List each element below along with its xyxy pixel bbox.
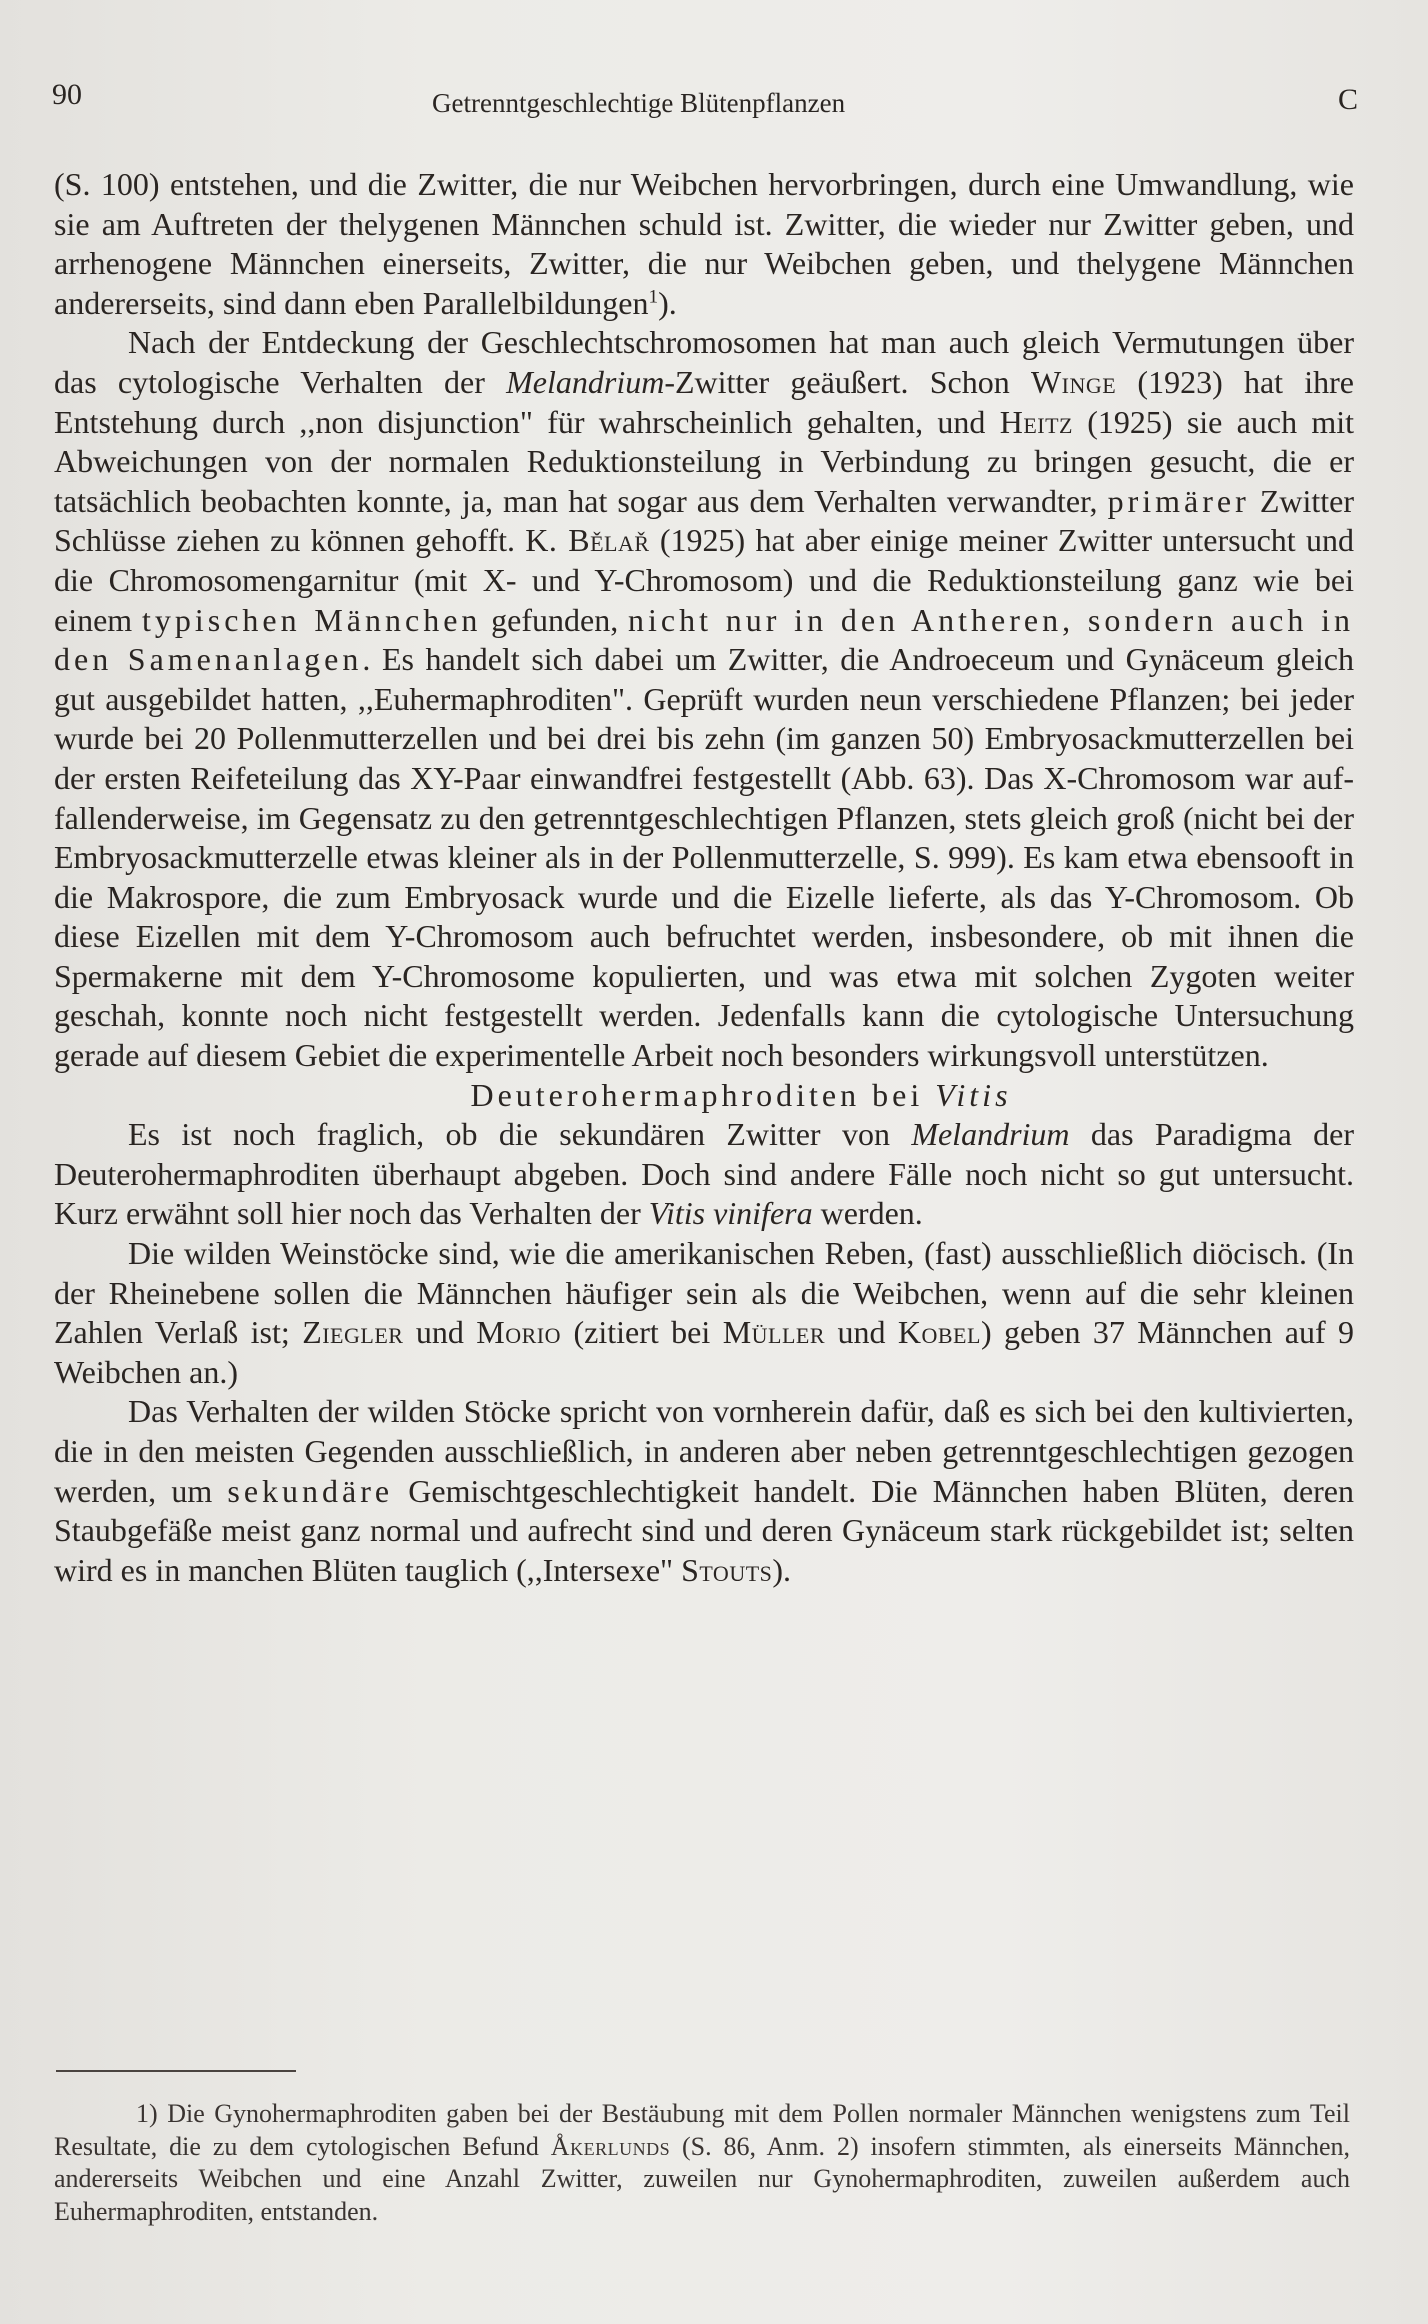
author-name: K. Bělař	[525, 522, 650, 559]
author-name: Ziegler	[302, 1314, 404, 1351]
section-signature: C	[1337, 83, 1358, 116]
paragraph-5: Das Verhalten der wilden Stöcke spricht von vornherein dafür, daß es sich bei den kultivierten, die in den meisten Gegenden ausschließlich, in anderen aber neben getrenntgeschlechtigen gezogen werden, um sekundäre Gemischtgeschlechtigkeit handelt. Die Männchen haben Blüten, deren Staubgefäße meist ganz normal und aufrecht sind und deren Gynäceum stark rückgebildet ist; selten wird es in manchen Blüten tauglich (,,Intersexe" Stouts).	[54, 1393, 1354, 1588]
author-name: Heitz	[999, 403, 1073, 440]
author-name: Åkerlunds	[550, 2131, 671, 2161]
emphasis: nicht nur in den Antheren, sondern auch in den Samenanlagen	[54, 601, 1355, 678]
author-name: Müller	[722, 1314, 826, 1351]
page-number: 90	[52, 78, 82, 111]
running-title: Getrenntgeschlechtige Blütenpflanzen	[432, 88, 846, 118]
taxon-name: Melandrium	[506, 363, 665, 400]
emphasis: typischen Männchen	[141, 601, 482, 638]
author-name: Morio	[476, 1314, 562, 1351]
paragraph-1: (S. 100) entstehen, und die Zwitter, die nur Weibchen hervorbringen, durch eine Umwandlung, wie sie am Auftreten der thelygenen Männchen schuld ist. Zwitter, die wieder nur Zwitter geben, und arrhenogene Männchen einerseits, Zwitter, die nur Weibchen geben, und thelygene Männchen andererseits, sind dann eben Parallelbildungen$^1$).	[54, 166, 1354, 321]
footnote-marker: 1)	[136, 2099, 158, 2128]
paragraph-4: Die wilden Weinstöcke sind, wie die amerikanischen Reben, (fast) ausschließlich diöcisch. (In der Rheinebene sollen die Männchen häufiger sein als die Weibchen, wenn auf die sehr kleinen Zahlen Verlaß ist; Ziegler und Morio (zitiert bei Müller und Kobel) geben 37 Männchen auf 9 Weibchen an.)	[54, 1235, 1355, 1390]
taxon-name: Vitis vinifera	[648, 1195, 813, 1232]
footnote-divider	[56, 2070, 296, 2072]
page-header	[52, 78, 1358, 118]
emphasis: sekundäre	[227, 1472, 394, 1509]
section-heading: Deuterohermaphroditen bei Vitis	[470, 1076, 1012, 1113]
author-name: Winge	[1030, 363, 1117, 400]
paragraph-2: Nach der Entdeckung der Geschlechtschromosomen hat man auch gleich Vermutungen über das cytologische Verhalten der Melandrium-Zwitter geäußert. Schon Winge (1923) hat ihre Entstehung durch ,,non disjunction" für wahrscheinlich gehalten, und Heitz (1925) sie auch mit Abweichungen von der normalen Reduktionsteilung in Verbindung zu bringen gesucht, die er tatsächlich beobachten konnte, ja, man hat sogar aus dem Verhalten verwandter, primärer Zwitter Schlüsse ziehen zu können gehofft. K. Bělař (1925) hat aber einige meiner Zwitter untersucht und die Chromosomengarnitur (mit X- und Y-Chromosom) und die Reduktionsteilung ganz wie bei einem typischen Männchen gefunden, nicht nur in den Antheren, sondern auch in den Samenanlagen. Es handelt sich dabei um Zwitter, die Androeceum und Gynäceum gleich gut ausgebildet hatten, ,,Euhermaphroditen". Geprüft wurden neun verschiedene Pflanzen; bei jeder wurde bei 20 Pollenmutterzellen und bei drei bis zehn (im ganzen 50) Embryosackmutterzellen bei der ersten Reifeteilung das XY-Paar einwandfrei festgestellt (Abb. 63). Das X-Chromosom war auffallenderweise, im Gegensatz zu den getrenntgeschlechtigen Pflanzen, stets gleich groß (nicht bei der Embryosackmutterzelle etwas kleiner als in der Pollenmutterzelle, S. 999). Es kam etwa ebensooft in die Makrospore, die zum Embryosack wurde und die Eizelle lieferte, als das Y-Chromosom. Ob diese Eizellen mit dem Y-Chromosom auch befruchtet werden, insbesondere, ob mit ihnen die Spermakerne mit dem Y-Chromosome kopulierten, und was etwa mit solchen Zygoten weiter geschah, konnte noch nicht festgestellt werden. Jedenfalls kann die cytologische Untersuchung gerade auf diesem Gebiet die experimentelle Arbeit noch besonders wirkungsvoll unterstützen.	[54, 324, 1355, 1074]
main-text	[54, 165, 1354, 1590]
taxon-name: Melandrium	[911, 1116, 1070, 1153]
footnote-reference[interactable]: 1	[648, 286, 659, 308]
emphasis: primärer	[1107, 482, 1250, 519]
paragraph-3: Es ist noch fraglich, ob die sekundären Zwitter von Melandrium das Paradigma der Deuterohermaphroditen überhaupt abgeben. Doch sind andere Fälle noch nicht so gut untersucht. Kurz erwähnt soll hier noch das Verhalten der Vitis vinifera werden.	[54, 1116, 1354, 1232]
author-name: Kobel	[897, 1314, 981, 1351]
footnote: 1) Die Gynohermaphroditen gaben bei der Bestäubung mit dem Pollen normaler Männchen wenigstens zum Teil Resultate, die zu dem cytologischen Befund Åkerlunds (S. 86, Anm. 2) insofern stimmten, als einerseits Männchen, andererseits Weibchen und eine Anzahl Zwitter, zuweilen nur Gynohermaphroditen, zuweilen außerdem auch Euhermaphroditen, entstanden.	[54, 2099, 1350, 2226]
author-name: Stouts	[681, 1551, 773, 1588]
